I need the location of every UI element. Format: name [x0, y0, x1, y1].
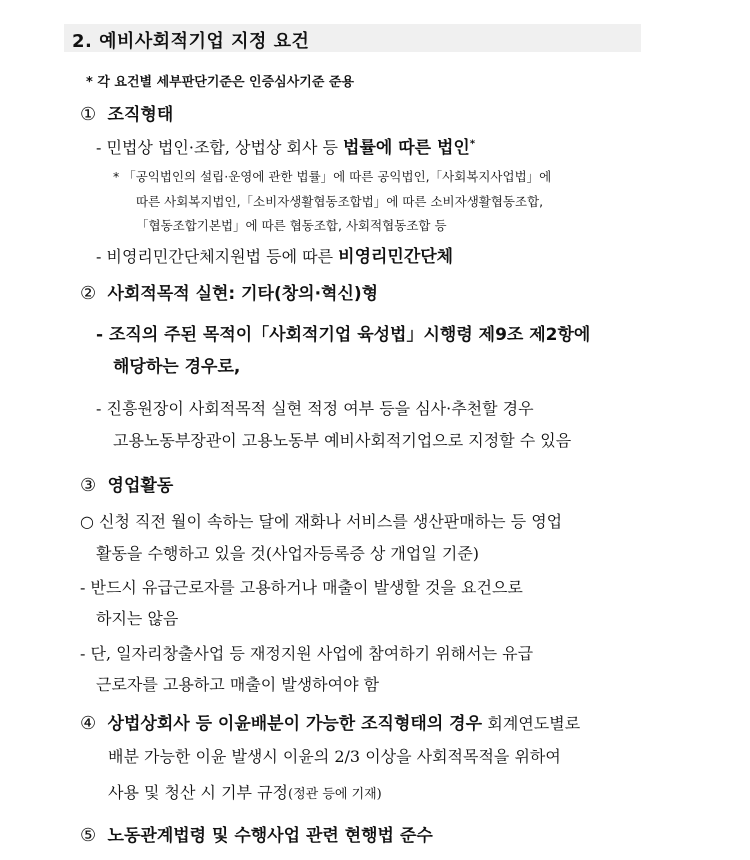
section3-dash2-line1: - 단, 일자리창출사업 등 재정지원 사업에 참여하기 위해서는 유급 [80, 644, 534, 663]
section1-line1-text: - 민법상 법인·조합, 상법상 회사 등 [96, 138, 344, 157]
section3-title: 영업활동 [107, 476, 174, 496]
section2-bullet2-line2: 고용노동부장관이 고용노동부 예비사회적기업으로 지정할 수 있음 [113, 431, 572, 450]
section4-line2 [108, 780, 382, 803]
section4-number: ④ [80, 713, 97, 734]
section2-heading [80, 279, 378, 304]
section2-bullet1-line2: 해당하는 경우로, [113, 357, 241, 377]
section3-dash1-line1: - 반드시 유급근로자를 고용하거나 매출이 발생할 것을 요건으로 [80, 578, 523, 597]
section4-title: 상법상회사 등 이윤배분이 가능한 조직형태의 경우 [107, 714, 483, 734]
section3-dash2-line2: 근로자를 고용하고 매출이 발생하여야 함 [96, 675, 380, 694]
section1-heading [80, 100, 173, 125]
note: * 각 요건별 세부판단기준은 인증심사기준 준용 [86, 75, 355, 90]
section3-number: ③ [80, 475, 97, 496]
section1-line1 [96, 133, 475, 158]
section1-title: 조직형태 [107, 105, 174, 125]
section1-footnote-line2: 따른 사회복지법인,「소비자생활협동조합법」에 따른 소비자생활협동조합, [136, 194, 544, 209]
section2-number: ② [80, 283, 97, 304]
section2-title: 사회적목적 실현: 기타(창의·혁신)형 [107, 284, 379, 304]
section5-number: ⑤ [80, 825, 97, 846]
section4-line1: 배분 가능한 이윤 발생시 이윤의 2/3 이상을 사회적목적을 위하여 [108, 747, 561, 766]
section5-heading [80, 821, 433, 846]
section3-dash1-line2: 하지는 않음 [96, 609, 179, 628]
section3-circle-line2: 활동을 수행하고 있을 것(사업자등록증 상 개업일 기준) [96, 544, 480, 563]
section4-line2-paren: (정관 등에 기재) [288, 787, 382, 802]
section1-line2 [96, 242, 453, 267]
section1-line1-bold: 법률에 따른 법인 [343, 138, 470, 158]
section1-number: ① [80, 104, 97, 125]
section3-circle-line1: ○ 신청 직전 월이 속하는 달에 재화나 서비스를 생산판매하는 등 영업 [80, 512, 563, 531]
page-title: 2. 예비사회적기업 지정 요건 [72, 31, 310, 52]
section4-line2-text: 사용 및 청산 시 기부 규정 [108, 783, 288, 802]
section4-heading [80, 709, 580, 734]
section4-title-rest: 회계연도별로 [487, 714, 581, 733]
section1-line2-bold: 비영리민간단체 [338, 247, 454, 267]
section5-title: 노동관계법령 및 수행사업 관련 현행법 준수 [107, 826, 433, 846]
section3-heading [80, 471, 173, 496]
section2-bullet2-line1: - 진흥원장이 사회적목적 실현 적정 여부 등을 심사·추천할 경우 [96, 399, 534, 418]
section1-line2-text: - 비영리민간단체지원법 등에 따른 [96, 247, 339, 266]
section1-footnote-line1: * 「공익법인의 설립·운영에 관한 법률」에 따른 공익법인,「사회복지사업법」에 [113, 169, 552, 184]
section1-footnote-mark: * [469, 138, 476, 150]
section2-bullet1-line1: - 조직의 주된 목적이「사회적기업 육성법」시행령 제9조 제2항에 [96, 325, 591, 345]
section1-footnote-line3: 「협동조합기본법」에 따른 협동조합, 사회적협동조합 등 [136, 218, 447, 233]
